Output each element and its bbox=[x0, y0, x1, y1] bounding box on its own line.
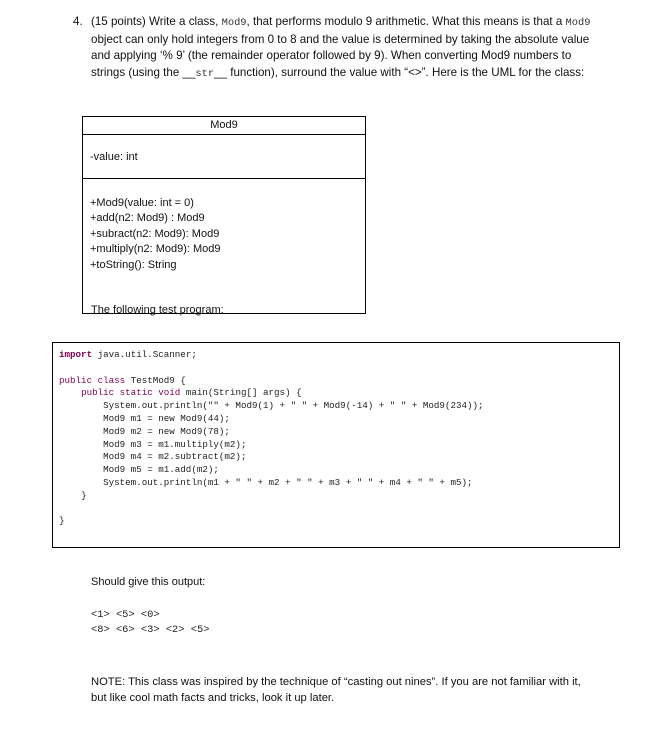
uml-operations bbox=[83, 179, 365, 273]
output-label: Should give this output: bbox=[91, 576, 206, 588]
code-line: Mod9 m5 = m1.add(m2); bbox=[103, 464, 219, 476]
uml-attributes bbox=[83, 135, 365, 179]
output-line: <1> <5> <0> bbox=[91, 609, 160, 621]
code-line: Mod9 m4 = m2.subtract(m2); bbox=[103, 451, 247, 463]
code-keyword: public static void bbox=[81, 387, 181, 399]
code-keyword: public class bbox=[59, 374, 126, 386]
expected-output bbox=[91, 608, 209, 638]
code-line: System.out.println(m1 + " " + m2 + " " + m3 + " " + m4 + " " + m5); bbox=[103, 476, 473, 488]
question-part-3: object can only hold integers from 0 to 8 and the value is determined by taking the absolute value and applying ‘% 9’ (the remainder operator followed by 9). When converting Mod9 numbers to strings (using the __ bbox=[91, 32, 590, 79]
question-body bbox=[91, 14, 593, 82]
code-brace: } bbox=[81, 489, 87, 501]
question-part-2: , that performs modulo 9 arithmetic. What this means is that a bbox=[246, 15, 566, 28]
output-line: <8> <6> <3> <2> <5> bbox=[91, 624, 210, 636]
code-text: java.util.Scanner; bbox=[92, 349, 197, 360]
uml-operation: +add(n2: Mod9) : Mod9 bbox=[90, 212, 205, 225]
uml-operation: +subract(n2: Mod9): Mod9 bbox=[90, 227, 220, 240]
code-line: Mod9 m1 = new Mod9(44); bbox=[103, 412, 230, 424]
question-number: 4. bbox=[73, 15, 83, 28]
code-brace: } bbox=[59, 515, 65, 527]
code-block bbox=[52, 342, 620, 548]
uml-operation: +toString(): String bbox=[90, 258, 177, 271]
question-points: (15 points) bbox=[91, 15, 146, 28]
question-part-4: __ function), surround the value with “<>”. Here is the UML for the class: bbox=[214, 65, 585, 79]
uml-attribute: -value: int bbox=[90, 151, 138, 163]
code-text: main(String[] args) { bbox=[180, 387, 302, 399]
code-line: System.out.println("" + Mod9(1) + " " + Mod9(-14) + " " + Mod9(234)); bbox=[103, 400, 484, 412]
code-line: Mod9 m3 = m1.multiply(m2); bbox=[103, 438, 247, 450]
uml-diagram bbox=[82, 116, 366, 314]
uml-operation: +Mod9(value: int = 0) bbox=[90, 197, 194, 209]
question-text bbox=[73, 14, 593, 82]
str-function-inline: str bbox=[195, 67, 215, 80]
note-text: NOTE: This class was inspired by the technique of “casting out nines”. If you are not familiar with it, but like cool math facts and tricks, look it up later. bbox=[91, 676, 581, 704]
code-listing bbox=[59, 349, 484, 528]
question-part-1: Write a class, bbox=[145, 15, 222, 28]
class-name-inline-2: Mod9 bbox=[565, 17, 591, 29]
code-text: TestMod9 { bbox=[125, 374, 186, 386]
test-program-label: The following test program: bbox=[91, 304, 224, 316]
code-line: Mod9 m2 = new Mod9(78); bbox=[103, 425, 230, 437]
code-keyword: import bbox=[59, 349, 93, 360]
uml-class-title: Mod9 bbox=[83, 117, 365, 135]
uml-operation: +multiply(n2: Mod9): Mod9 bbox=[90, 243, 221, 256]
class-name-inline: Mod9 bbox=[221, 17, 247, 29]
